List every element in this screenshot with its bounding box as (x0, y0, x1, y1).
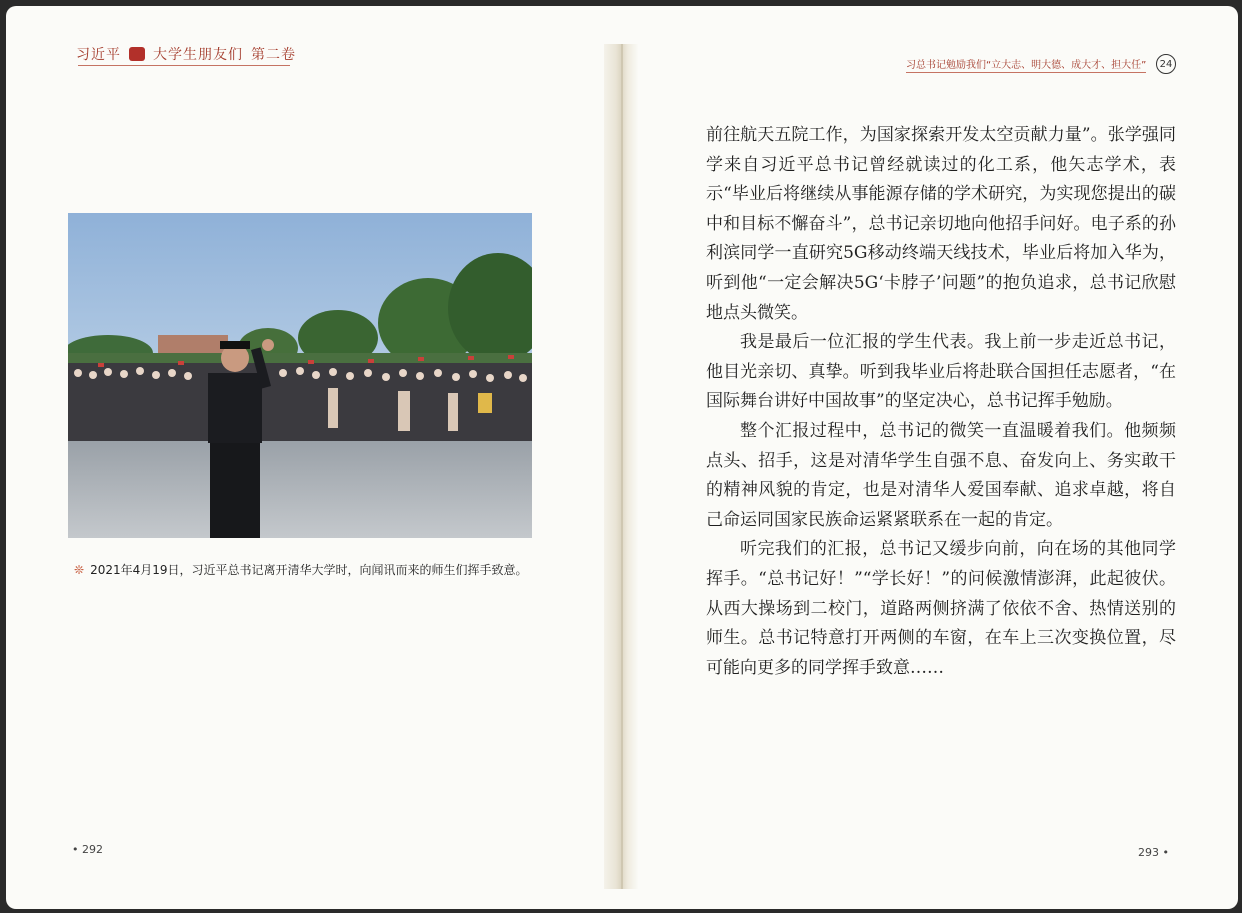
paragraph: 我是最后一位汇报的学生代表。我上前一步走近总书记，他目光亲切、真挚。听到我毕业后将赴联合国担任志愿者，“在国际舞台讲好中国故事”的坚定决心，总书记挥手勉励。 (706, 332, 1176, 412)
book-spread (6, 6, 1238, 909)
paragraph: 前往航天五院工作，为国家探索开发太空贡献力量”。张学强同学来自习近平总书记曾经就读过的化工系，他矢志学术，表示“毕业后将继续从事能源存储的学术研究，为实现您提出的碳中和目标不懈奋斗”，总书记亲切地向他招手问好。电子系的孙利滨同学一直研究5G移动终端天线技术，毕业后将加入华为，听到他“一定会解决5G‘卡脖子’问题”的抱负追求，总书记欣慰地点头微笑。 (706, 125, 1176, 323)
photo-illustration (68, 213, 532, 538)
chapter-number-badge: 24 (1156, 54, 1176, 74)
header-volume: 第二卷 (251, 47, 296, 63)
header-title-part2: 大学生朋友们 (153, 47, 243, 63)
header-rule (78, 65, 290, 66)
header-rule-right (906, 72, 1146, 73)
left-running-header (76, 44, 296, 64)
body-text (706, 121, 1176, 683)
page-number-right: 293 • (1138, 846, 1169, 859)
paragraph: 整个汇报过程中，总书记的微笑一直温暖着我们。他频频点头、招手，这是对清华学生自强不息、奋发向上、务实敢干的精神风貌的肯定，也是对清华人爱国奉献、追求卓越，将自己命运同国家民族命运紧紧联系在一起的肯定。 (706, 420, 1176, 530)
header-title-part1: 习近平 (76, 47, 121, 63)
right-running-header: 习总书记勉励我们“立大志、明大德、成大才、担大任” (906, 60, 1147, 71)
seal-icon (129, 47, 145, 61)
paragraph: 听完我们的汇报，总书记又缓步向前，向在场的其他同学挥手。“总书记好！”“学长好！”的问候激情澎湃，此起彼伏。从西大操场到二校门，道路两侧挤满了依依不舍、热情送别的师生。总书记特意打开两侧的车窗，在车上三次变换位置，尽可能向更多的同学挥手致意…… (706, 539, 1176, 678)
book-spine (604, 44, 638, 889)
photo (68, 213, 532, 538)
page-number-left: • 292 (72, 843, 103, 856)
flower-ornament-icon: ❊ (74, 562, 85, 577)
photo-caption (74, 561, 528, 578)
caption-text: 2021年4月19日，习近平总书记离开清华大学时，向闻讯而来的师生们挥手致意。 (90, 563, 528, 577)
